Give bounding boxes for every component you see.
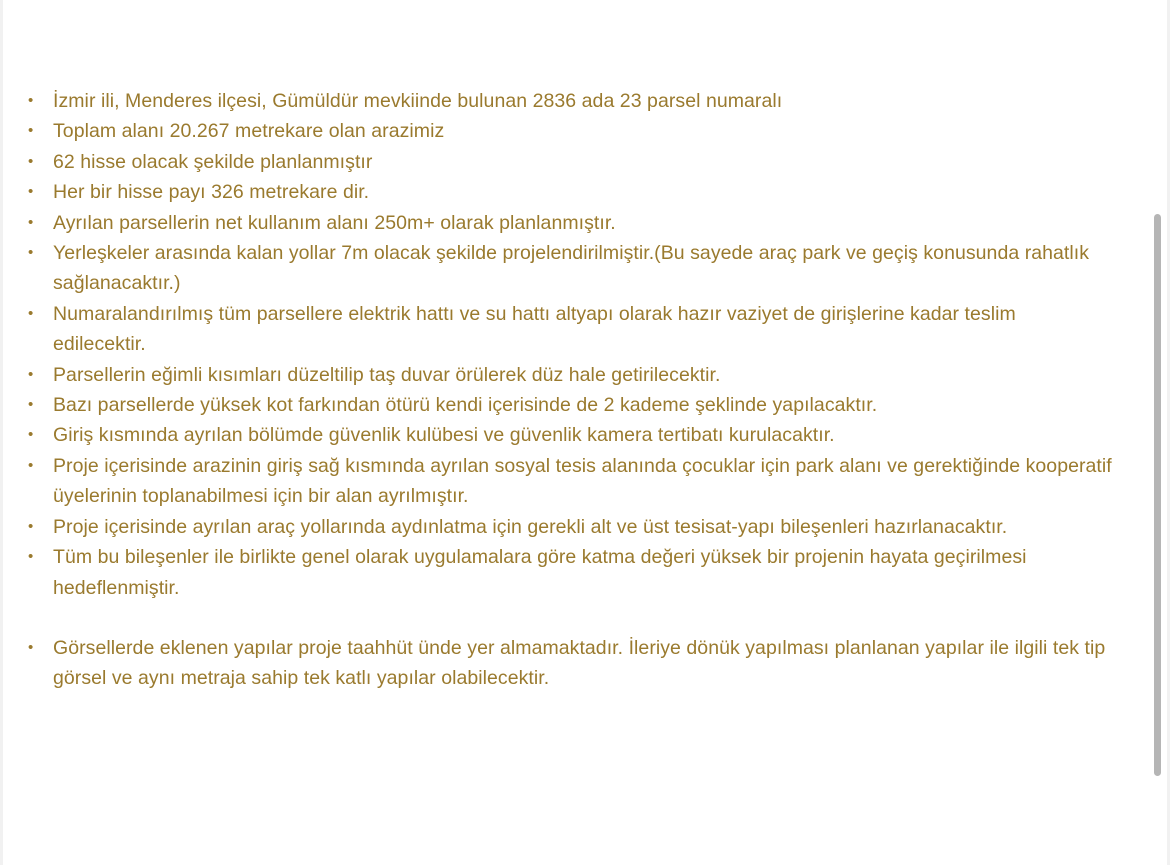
list-item-text: Proje içerisinde arazinin giriş sağ kısmında ayrılan sosyal tesis alanında çocuklar için park alanı ve gerektiğinde kooperatif üyelerinin toplanabilmesi için bir alan ayrılmıştır. — [53, 454, 1112, 508]
bullet-icon: • — [28, 92, 34, 109]
list-item — [28, 238, 1113, 299]
bullet-icon: • — [28, 396, 34, 414]
list-item — [28, 390, 1113, 420]
list-item — [28, 208, 1113, 238]
list-item-text: Görsellerde eklenen yapılar proje taahhüt ünde yer almamaktadır. İleriye dönük yapılması planlanan yapılar ile ilgili tek tip görsel ve aynı metraja sahip tek katlı yapılar olabilecektir. — [53, 636, 1106, 690]
list-item-text: 62 hisse olacak şekilde planlanmıştır — [53, 150, 373, 173]
list-item — [28, 512, 1113, 542]
vertical-scrollbar[interactable] — [1152, 0, 1162, 865]
list-item-text: Toplam alanı 20.267 metrekare olan arazimiz — [53, 120, 445, 143]
bullet-icon: • — [28, 365, 34, 383]
bullet-icon: • — [28, 152, 34, 170]
bullet-icon: • — [28, 456, 34, 474]
bullet-icon: • — [28, 426, 34, 444]
list-item — [28, 633, 1113, 694]
bullet-icon: • — [28, 638, 34, 656]
list-item — [28, 360, 1113, 390]
list-item-text: Numaralandırılmış tüm parsellere elektrik hattı ve su hattı altyapı olarak hazır vaziyet de girişlerine kadar teslim edilecektir. — [53, 302, 1016, 356]
list-item-text: Parsellerin eğimli kısımları düzeltilip taş duvar örülerek düz hale getirilecektir. — [53, 363, 721, 386]
bullet-icon: • — [28, 213, 34, 231]
scrollbar-thumb[interactable] — [1154, 214, 1161, 776]
bullet-icon: • — [28, 122, 34, 140]
list-item-text: Yerleşkeler arasında kalan yollar 7m olacak şekilde projelendirilmiştir.(Bu sayede araç park ve geçiş konusunda rahatlık sağlanacaktır.) — [53, 242, 1090, 295]
list-item — [28, 116, 1113, 146]
list-item-text: Bazı parsellerde yüksek kot farkından ötürü kendi içerisinde de 2 kademe şeklinde yapılacaktır. — [53, 394, 878, 417]
bullet-icon: • — [28, 304, 34, 322]
list-item-text: İzmir ili, Menderes ilçesi, Gümüldür mevkiinde bulunan 2836 ada 23 parsel numaralı — [53, 90, 783, 112]
bullet-icon: • — [28, 183, 34, 201]
list-item-text: Giriş kısmında ayrılan bölümde güvenlik kulübesi ve güvenlik kamera tertibatı kurulacaktır. — [53, 424, 835, 447]
list-item — [28, 542, 1113, 603]
list-item — [28, 177, 1113, 207]
bullet-icon: • — [28, 548, 34, 566]
bullet-icon: • — [28, 244, 34, 262]
list-item-text: Ayrılan parsellerin net kullanım alanı 250m+ olarak planlanmıştır. — [53, 211, 616, 234]
list-item-text: Proje içerisinde ayrılan araç yollarında aydınlatma için gerekli alt ve üst tesisat-yapı bileşenleri hazırlanacaktır. — [53, 515, 1008, 538]
list-item-text: Her bir hisse payı 326 metrekare dir. — [53, 181, 370, 204]
list-item — [28, 299, 1113, 360]
list-item — [28, 86, 1113, 116]
bullet-icon: • — [28, 517, 34, 535]
bullet-list — [28, 86, 1113, 694]
list-item — [28, 147, 1113, 177]
list-item — [28, 451, 1113, 512]
list-item — [28, 420, 1113, 450]
list-item-text: Tüm bu bileşenler ile birlikte genel olarak uygulamalara göre katma değeri yüksek bir projenin hayata geçirilmesi hedeflenmiştir. — [53, 546, 1027, 599]
